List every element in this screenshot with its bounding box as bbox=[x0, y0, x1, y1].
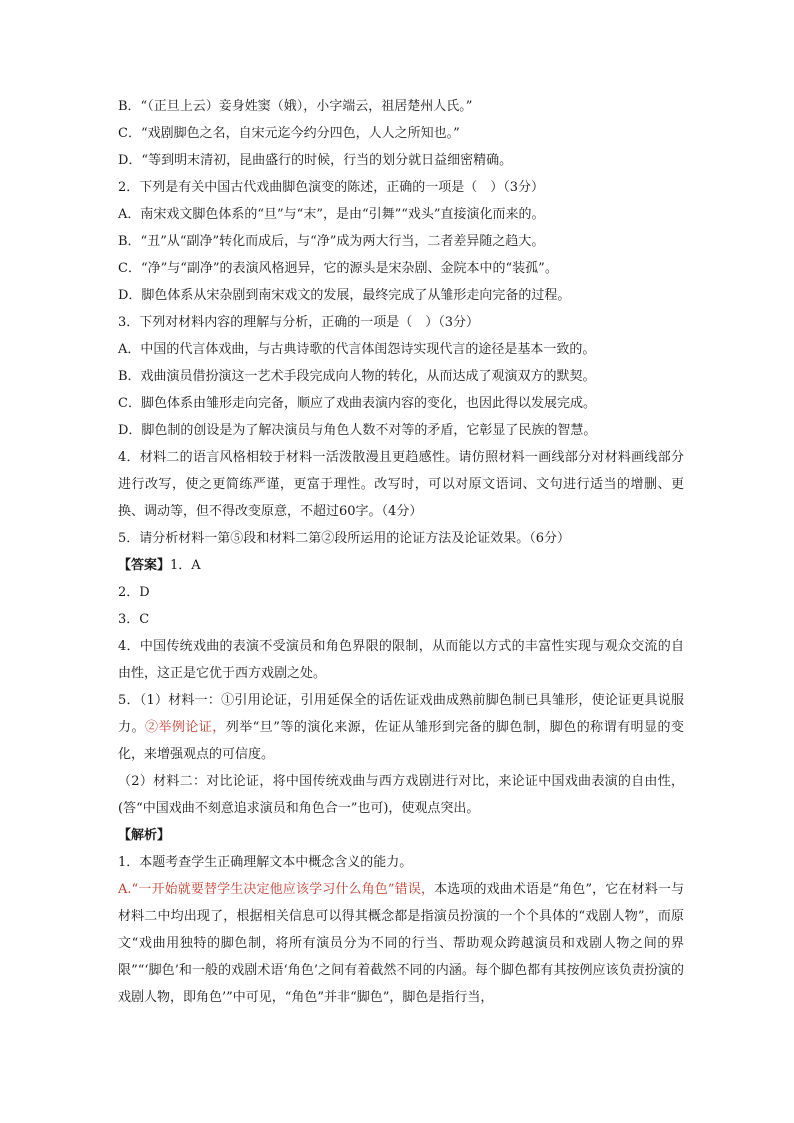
question-2-option-a: A．南宋戏文脚色体系的“旦”与“末”，是由“引舞”“戏头”直接演化而来的。 bbox=[118, 207, 545, 222]
question-3-option-b: B．戏曲演员借扮演这一艺术手段完成向人物的转化，从而达成了观演双方的默契。 bbox=[118, 369, 596, 384]
document-body bbox=[118, 93, 684, 1011]
question-3-option-a: A．中国的代言体戏曲，与古典诗歌的代言体闺怨诗实现代言的途径是基本一致的。 bbox=[118, 342, 596, 357]
answer-3: 3．C bbox=[118, 612, 150, 627]
question-2: 2．下列是有关中国古代戏曲脚色演变的陈述，正确的一项是（ ）（3分） bbox=[118, 180, 545, 195]
answer-5-part-2: （2）材料二：对比论证，将中国传统戏曲与西方戏剧进行对比，来论证中国戏曲表演的自由性，(答“中国戏曲不刻意追求演员和角色合一”也可)，使观点突出。 bbox=[118, 774, 684, 816]
answer-1: 1．A bbox=[170, 558, 201, 573]
answer-5-part-1-text-a: 5．（1）材料一：①引用论证，引用延保全的话佐证戏曲成熟前脚色制已具雏形，使论证更具说服力。 bbox=[118, 693, 684, 735]
answer-2: 2．D bbox=[118, 585, 150, 600]
analysis-1: 1．本题考查学生正确理解文本中概念含义的能力。 bbox=[118, 855, 413, 870]
question-3-option-c: C．脚色体系由雏形走向完备，顺应了戏曲表演内容的变化，也因此得以发展完成。 bbox=[118, 396, 596, 411]
answer-5-part-1 bbox=[118, 687, 684, 768]
answer-5-part-1-text-b: 列举“旦”等的演化来源，佐证从雏形到完备的脚色制，脚色的称谓有明显的变化，来增强观点的可信度。 bbox=[118, 720, 684, 762]
analysis-1-option-a-text: 本选项的戏曲术语是“角色”，它在材料一与材料二中均出现了，根据相关信息可以得其概念都是指演员扮演的一个个具体的“戏剧人物”，而原文“戏曲用独特的脚色制，将所有演员分为不同的行当、帮助观众跨越演员和戏剧人物之间的界限”“‘脚色’和一般的戏剧术语‘角色’之间有着截然不同的内涵。每个脚色都有其按例应该负责扮演的戏剧人物，即角色’”中可见，“角色”并非“脚色”，脚色是指行当， bbox=[118, 882, 684, 1005]
question-2-option-b: B．“丑”从“副净”转化而成后，与“净”成为两大行当，二者差异随之趋大。 bbox=[118, 234, 545, 249]
option-b-line: B．“（正旦上云）妾身姓窦（娥），小字端云，祖居楚州人氏。” bbox=[118, 99, 473, 114]
analysis-1-option-a bbox=[118, 876, 684, 1011]
analysis-heading: 【解析】 bbox=[118, 828, 171, 843]
analysis-highlight: A.“一开始就要替学生决定他应该学习什么角色”错误， bbox=[118, 882, 435, 897]
answer-5-highlight: ②举例论证， bbox=[144, 720, 226, 735]
question-2-option-d: D．脚色体系从宋杂剧到南宋戏文的发展，最终完成了从雏形走向完备的过程。 bbox=[118, 288, 571, 303]
question-2-option-c: C．“净”与“副净”的表演风格迥异，它的源头是宋杂剧、金院本中的“装孤”。 bbox=[118, 261, 558, 276]
question-3: 3．下列对材料内容的理解与分析，正确的一项是（ ）（3分） bbox=[118, 315, 480, 330]
answer-line-1 bbox=[118, 552, 684, 579]
option-c-line: C．“戏剧脚色之名，自宋元迄今约分四色，人人之所知也。” bbox=[118, 126, 460, 141]
question-4: 4．材料二的语言风格相较于材料一活泼散漫且更趋感性。请仿照材料一画线部分对材料画线部分进行改写，使之更简练严谨，更富于理性。改写时，可以对原文语词、文句进行适当的增删、更换、调动等，但不得改变原意，不超过60字。（4分） bbox=[118, 450, 684, 519]
answer-4: 4．中国传统戏曲的表演不受演员和角色界限的限制，从而能以方式的丰富性实现与观众交流的自由性，这正是它优于西方戏剧之处。 bbox=[118, 639, 684, 681]
question-3-option-d: D．脚色制的创设是为了解决演员与角色人数不对等的矛盾，它彰显了民族的智慧。 bbox=[118, 423, 597, 438]
answer-heading: 【答案】 bbox=[118, 558, 171, 573]
option-d-line: D．“等到明末清初，昆曲盛行的时候，行当的划分就日益细密精确。 bbox=[118, 153, 513, 168]
question-5: 5．请分析材料一第⑤段和材料二第②段所运用的论证方法及论证效果。（6分） bbox=[118, 531, 571, 546]
